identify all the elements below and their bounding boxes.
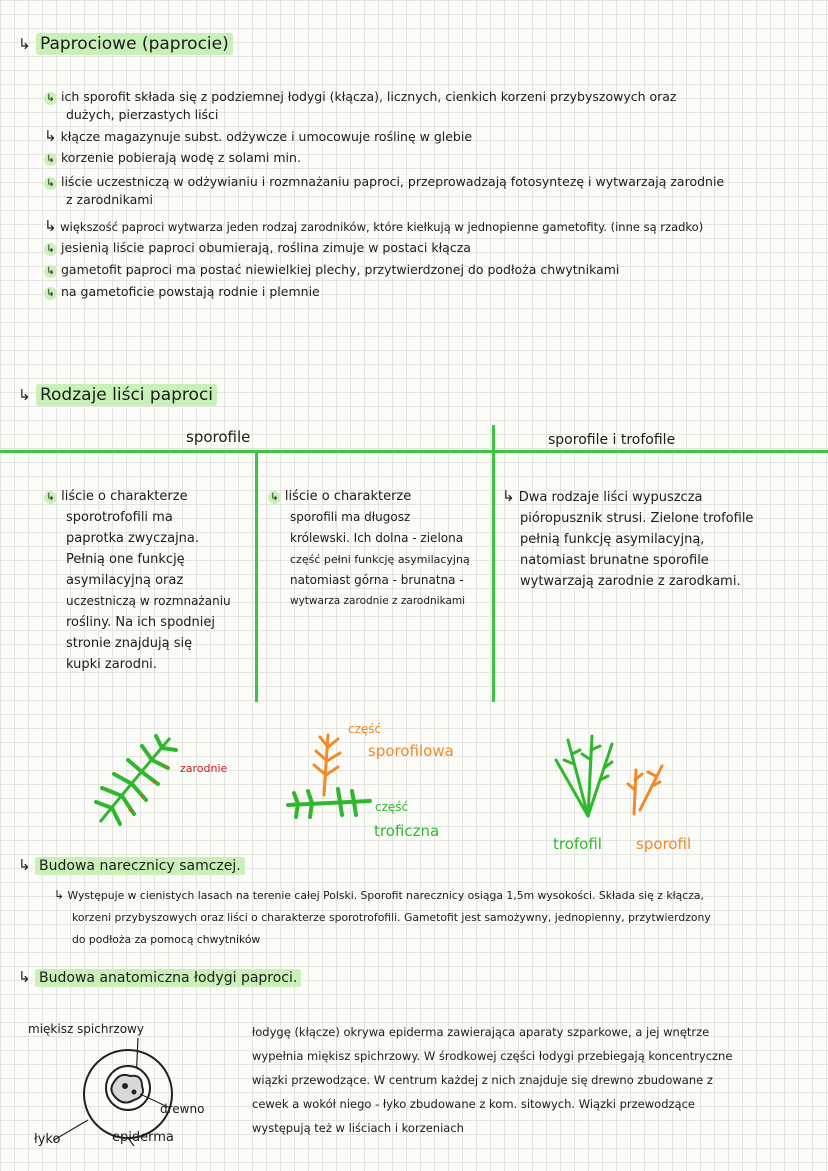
table-horizontal-rule — [0, 450, 828, 453]
list-item: ↳ ich sporofit składa się z podziemnej łodygi (kłącza), licznych, cienkich korzeni przybyszowych oraz — [44, 88, 814, 106]
label-czesc-1: część — [348, 722, 382, 736]
list-item: dużych, pierzastych liści — [66, 107, 219, 122]
label-zarodnie: zarodnie — [180, 762, 228, 775]
column-line: asymilacyjną oraz — [66, 573, 184, 588]
column-line: część pełni funkcję asymilacyjną — [290, 553, 470, 566]
label-troficzna: troficzna — [374, 822, 440, 840]
column-line: natomiast brunatne sporofile — [520, 553, 709, 568]
label-czesc-2: część — [375, 800, 409, 814]
arrow-icon: ↳ — [18, 35, 31, 53]
label-epiderma: epiderma — [112, 1130, 174, 1145]
section-title-text: Rodzaje liści paproci — [36, 384, 217, 406]
column-line: ↳ liście o charakterze — [44, 486, 254, 507]
column-line: kupki zarodni. — [66, 657, 157, 672]
header-sporofile-trofofile: sporofile i trofofile — [548, 432, 676, 448]
narecznica-text — [54, 884, 824, 951]
column-line: uczestniczą w rozmnażaniu — [66, 594, 231, 608]
list-item: ↳ kłącze magazynuje subst. odżywcze i umocowuje roślinę w glebie — [44, 127, 473, 145]
list-item: ↳ większość paproci wytwarza jeden rodzaj zarodników, które kiełkują w jednopienne gametofity. (inne są rzadko) — [44, 217, 704, 235]
arrow-icon: ↳ — [44, 491, 57, 504]
column-line: sporofili ma długosz — [290, 510, 411, 524]
column-line: pełnią funkcję asymilacyjną, — [520, 532, 705, 547]
section-title-rodzaje — [18, 385, 217, 405]
bullet-list — [44, 88, 814, 301]
text-line: do podłoża za pomocą chwytników — [72, 933, 261, 946]
label-sporofil: sporofil — [636, 835, 692, 853]
list-item: ↳ liście uczestniczą w odżywianiu i rozmnażaniu paproci, przeprowadzają fotosyntezę i wytwarzają zarodnie — [44, 173, 814, 191]
arrow-icon: ↳ — [44, 265, 57, 278]
arrow-icon: ↳ — [268, 491, 281, 504]
column-line: natomiast górna - brunatna - — [290, 573, 464, 587]
arrow-icon: ↳ — [18, 386, 31, 404]
column-line: sporotrofofili ma — [66, 510, 173, 525]
table-divider — [492, 425, 495, 702]
section-title-budowa-anatomiczna — [18, 968, 301, 986]
arrow-icon: ↳ — [44, 127, 57, 145]
arrow-icon: ↳ — [502, 487, 515, 505]
label-trofofil: trofofil — [553, 835, 602, 853]
fern-sporofil-drawing — [284, 725, 374, 835]
column-line: pióropusznik strusi. Zielone trofofile — [520, 511, 754, 526]
label-drewno: drewno — [160, 1102, 205, 1116]
arrow-icon: ↳ — [54, 888, 65, 902]
label-sporofilowa: sporofilowa — [368, 742, 454, 760]
list-item: ↳ jesienią liście paproci obumierają, roślina zimuje w postaci kłącza — [44, 239, 814, 257]
text-line: występują też w liściach i korzeniach — [252, 1121, 464, 1135]
arrow-icon: ↳ — [44, 217, 57, 235]
column-line: wytwarza zarodnie z zarodnikami — [290, 595, 466, 607]
column-line: Pełnią one funkcję — [66, 552, 185, 567]
arrow-icon: ↳ — [44, 177, 57, 190]
column-1-text — [44, 486, 254, 675]
text-line: korzeni przybyszowych oraz liści o charakterze sporotrofofili. Gametofit jest samożywny, jednopienny, przytwierdzony — [72, 911, 711, 924]
section-title-text: Budowa anatomiczna łodygi paproci. — [35, 969, 301, 987]
section-title-text: Budowa narecznicy samczej. — [35, 857, 245, 875]
arrow-icon: ↳ — [44, 153, 57, 166]
list-item: z zarodnikami — [66, 192, 153, 207]
label-miekisz-spichrzowy: miękisz spichrzowy — [28, 1022, 144, 1036]
column-line: stronie znajdują się — [66, 636, 193, 651]
column-line: paprotka zwyczajna. — [66, 531, 200, 546]
arrow-icon: ↳ — [18, 968, 31, 986]
arrow-icon: ↳ — [18, 856, 31, 874]
column-line: ↳ liście o charakterze — [268, 486, 492, 507]
column-line: wytwarzają zarodnie z zarodkami. — [520, 574, 741, 589]
column-line: królewski. Ich dolna - zielona — [290, 531, 464, 545]
column-2-text — [268, 486, 492, 612]
list-item: ↳ na gametoficie powstają rodnie i plemnie — [44, 283, 814, 301]
column-line: ↳ Dwa rodzaje liści wypuszcza — [502, 487, 703, 505]
label-lyko: łyko — [34, 1132, 61, 1147]
column-3-text — [502, 486, 822, 592]
section-title-text: Paprociowe (paprocie) — [36, 33, 233, 55]
text-line: wiązki przewodzące. W centrum każdej z nich znajduje się drewno zbudowane z — [252, 1073, 713, 1087]
text-line: cewek a wokół niego - łyko zbudowane z kom. sitowych. Wiązki przewodzące — [252, 1097, 695, 1111]
header-sporofile: sporofile — [186, 428, 251, 446]
section-title-budowa-narecznicy — [18, 856, 245, 874]
arrow-icon: ↳ — [44, 92, 57, 105]
table-divider — [255, 452, 258, 702]
list-item: ↳ korzenie pobierają wodę z solami min. — [44, 149, 814, 167]
arrow-icon: ↳ — [44, 287, 57, 300]
column-line: rośliny. Na ich spodniej — [66, 615, 215, 630]
text-line: wypełnia miękisz spichrzowy. W środkowej części łodygi przebiegają koncentryczne — [252, 1049, 733, 1063]
fern-sporotrofofil-drawing — [90, 730, 180, 830]
anatomy-text — [252, 1020, 812, 1140]
list-item: ↳ gametofit paproci ma postać niewielkiej plechy, przytwierdzonej do podłoża chwytnikami — [44, 261, 814, 279]
arrow-icon: ↳ — [44, 243, 57, 256]
text-line: ↳ Występuje w cienistych lasach na terenie całej Polski. Sporofit narecznicy osiąga 1,5m wysokości. Składa się z kłącza, — [54, 888, 704, 902]
section-title-paprociowe — [18, 34, 233, 54]
text-line: łodygę (kłącze) okrywa epiderma zawierająca aparaty szparkowe, a jej wnętrze — [252, 1025, 710, 1039]
fern-trofofil-sporofil-drawing — [548, 730, 678, 820]
